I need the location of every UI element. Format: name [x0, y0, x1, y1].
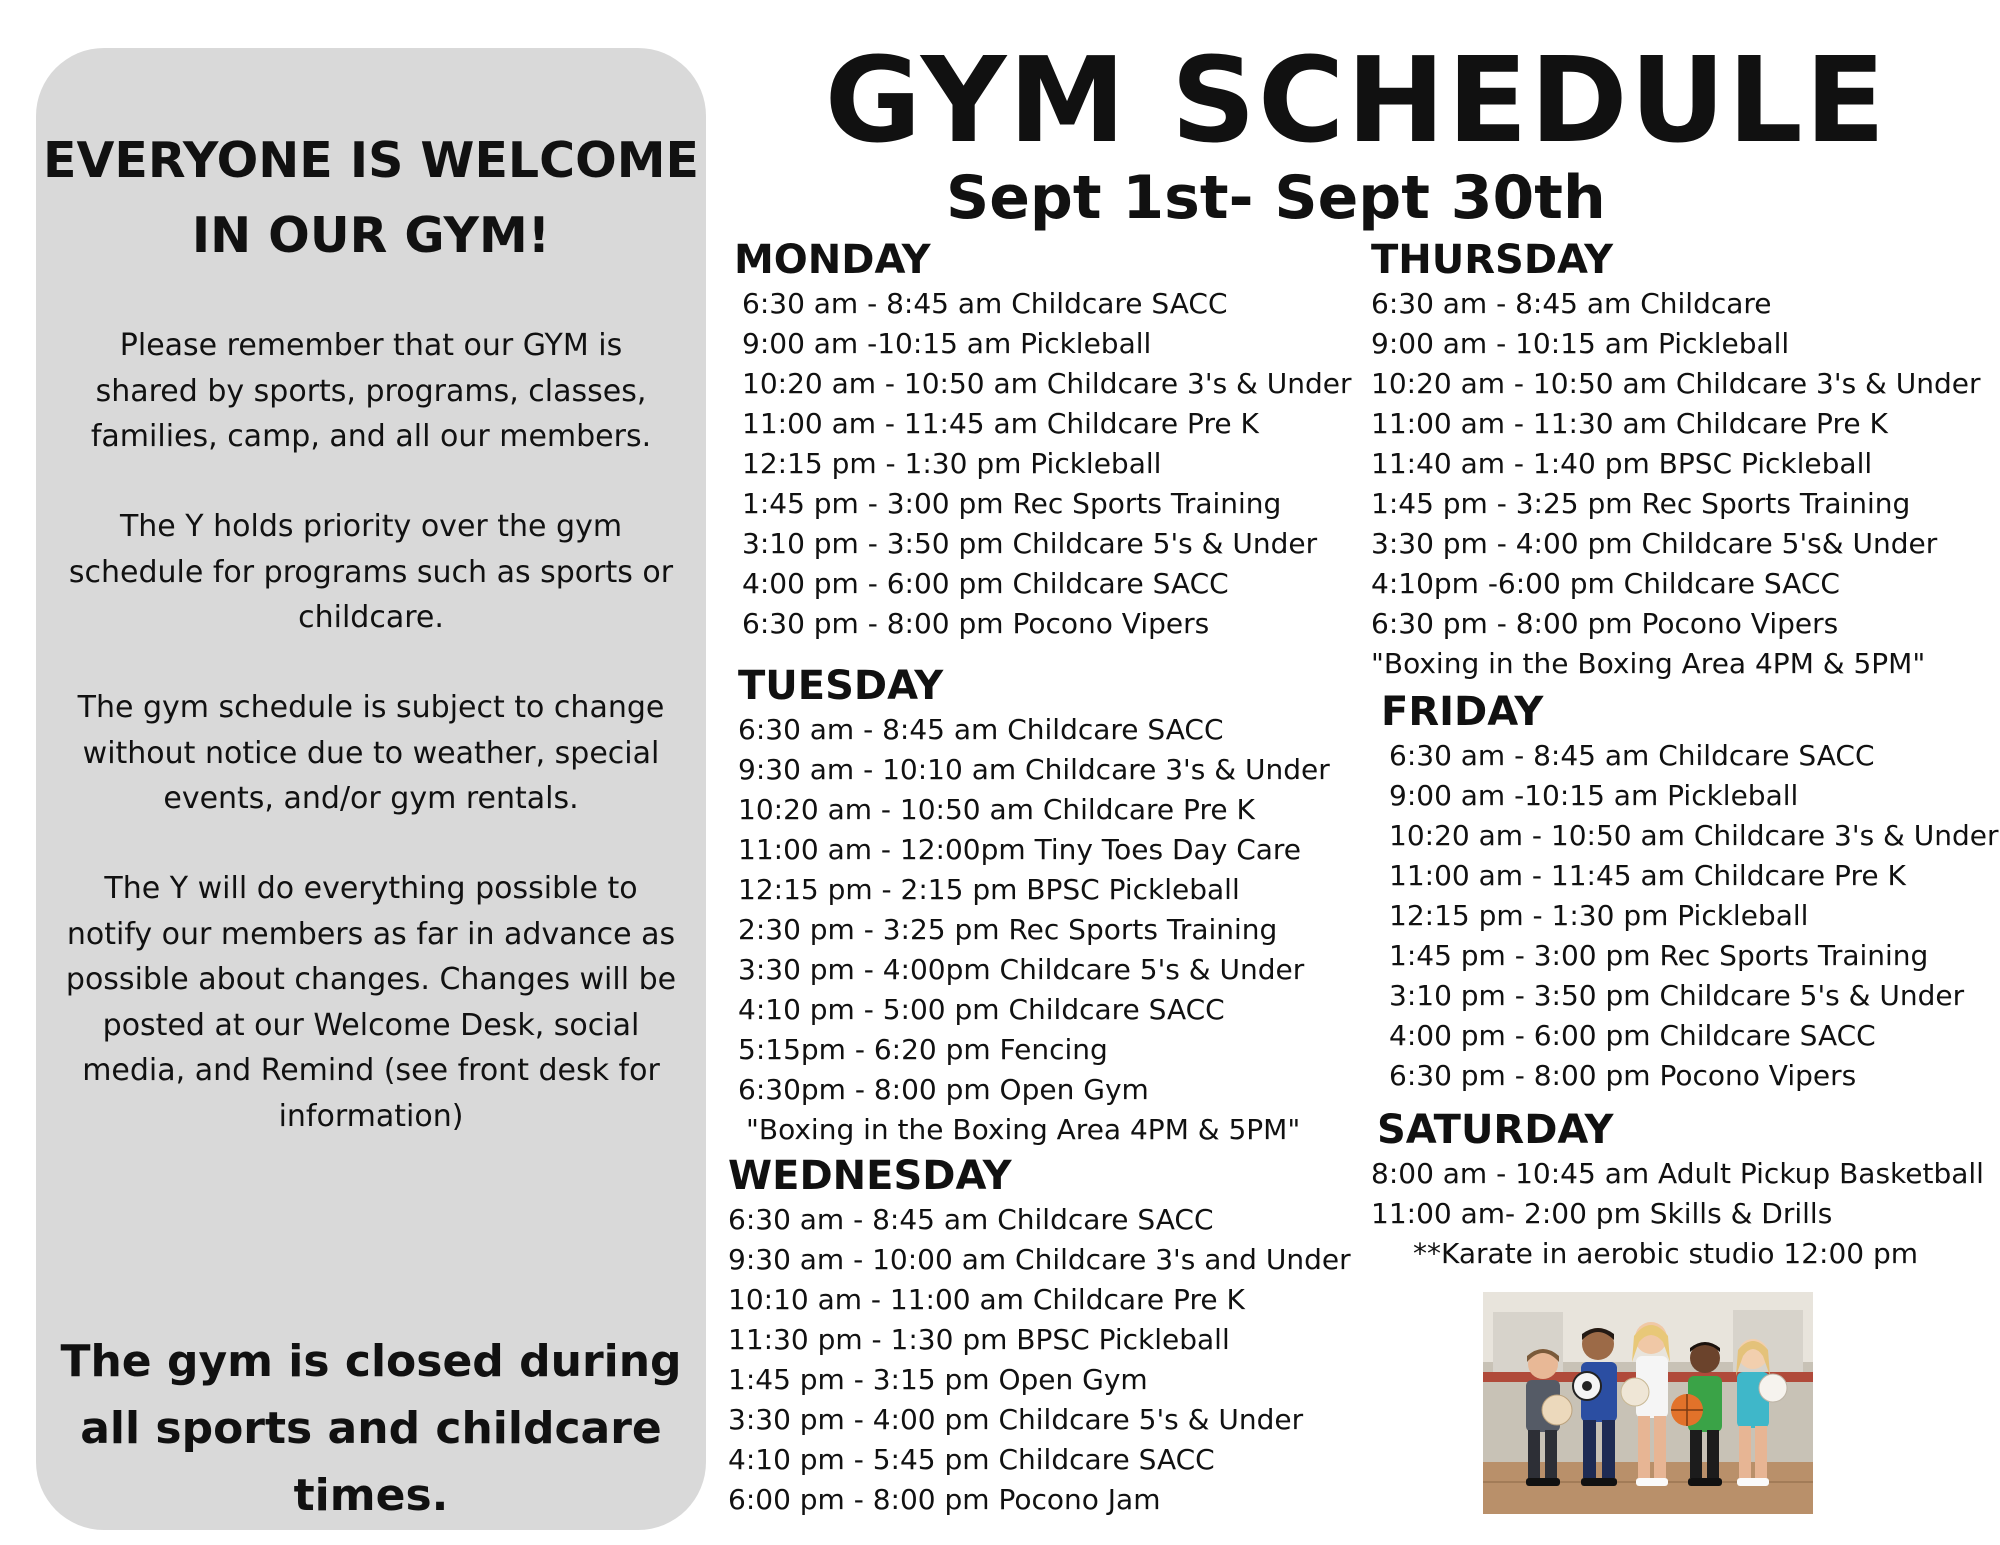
schedule-item: 4:10pm -6:00 pm Childcare SACC — [1371, 567, 1840, 600]
schedule-item: 11:00 am - 11:30 am Childcare Pre K — [1371, 407, 1888, 440]
gym-closed-note: The gym is closed during all sports and childcare times. — [60, 1336, 682, 1521]
schedule-item: 10:20 am - 10:50 am Childcare 3's & Under — [1371, 367, 1981, 400]
day-section-wednesday — [728, 1152, 1351, 1520]
day-heading: FRIDAY — [1381, 689, 1544, 735]
day-heading: SATURDAY — [1377, 1107, 1614, 1153]
schedule-item: 4:10 pm - 5:00 pm Childcare SACC — [738, 993, 1225, 1026]
schedule-item: 12:15 pm - 1:30 pm Pickleball — [742, 447, 1162, 480]
schedule-item: 6:30 am - 8:45 am Childcare — [1371, 287, 1772, 320]
schedule-item: 1:45 pm - 3:15 pm Open Gym — [728, 1363, 1148, 1396]
subject-to-change-paragraph: The gym schedule is subject to change without notice due to weather, special events, and/or gym rentals. — [77, 690, 665, 816]
schedule-item: 6:30 am - 8:45 am Childcare SACC — [742, 287, 1228, 320]
day-section-tuesday — [738, 662, 1330, 1150]
schedule-item: 10:20 am - 10:50 am Childcare 3's & Under — [742, 367, 1352, 400]
schedule-item: 9:00 am -10:15 am Pickleball — [1389, 779, 1799, 812]
schedule-list — [738, 710, 1330, 1110]
date-range: Sept 1st- Sept 30th — [946, 163, 1606, 233]
schedule-list — [728, 1200, 1351, 1520]
notification-paragraph: The Y will do everything possible to notify our members as far in advance as possible about changes. Changes will be posted at our Welcome Desk, social media, and Remind (see front desk for information) — [65, 871, 677, 1134]
day-section-friday — [1381, 688, 1999, 1096]
schedule-item: 3:30 pm - 4:00 pm Childcare 5's & Under — [728, 1403, 1304, 1436]
shared-gym-paragraph: Please remember that our GYM is shared by sports, programs, classes, families, camp, and all our members. — [90, 328, 652, 454]
schedule-item: 6:30 pm - 8:00 pm Pocono Vipers — [1371, 607, 1839, 640]
welcome-panel — [36, 48, 706, 1530]
boxing-note: "Boxing in the Boxing Area 4PM & 5PM" — [1371, 647, 1926, 680]
schedule-item: 6:30 am - 8:45 am Childcare SACC — [738, 713, 1224, 746]
schedule-item: 3:10 pm - 3:50 pm Childcare 5's & Under — [742, 527, 1318, 560]
schedule-item: 11:00 am - 12:00pm Tiny Toes Day Care — [738, 833, 1302, 866]
page-title: GYM SCHEDULE — [824, 31, 1888, 169]
welcome-heading — [36, 123, 706, 273]
welcome-heading-line2: IN OUR GYM! — [191, 207, 551, 264]
schedule-item: 3:30 pm - 4:00pm Childcare 5's & Under — [738, 953, 1305, 986]
schedule-item: 6:30 am - 8:45 am Childcare SACC — [1389, 739, 1875, 772]
schedule-item: 6:30 pm - 8:00 pm Pocono Vipers — [1389, 1059, 1857, 1092]
schedule-list — [742, 284, 1352, 644]
schedule-item: 6:30pm - 8:00 pm Open Gym — [738, 1073, 1149, 1106]
schedule-item: 12:15 pm - 2:15 pm BPSC Pickleball — [738, 873, 1240, 906]
schedule-item: 6:30 pm - 8:00 pm Pocono Vipers — [742, 607, 1210, 640]
schedule-item: 11:30 pm - 1:30 pm BPSC Pickleball — [728, 1323, 1230, 1356]
schedule-item: 4:00 pm - 6:00 pm Childcare SACC — [742, 567, 1229, 600]
kids-with-balls-photo — [1483, 1292, 1813, 1514]
schedule-item: 12:15 pm - 1:30 pm Pickleball — [1389, 899, 1809, 932]
priority-paragraph: The Y holds priority over the gym schedule for programs such as sports or childcare. — [68, 509, 674, 635]
schedule-item: 1:45 pm - 3:00 pm Rec Sports Training — [742, 487, 1282, 520]
day-section-monday — [734, 236, 1352, 644]
day-heading: TUESDAY — [738, 663, 944, 709]
schedule-item: 11:00 am - 11:45 am Childcare Pre K — [742, 407, 1259, 440]
schedule-item: 4:10 pm - 5:45 pm Childcare SACC — [728, 1443, 1215, 1476]
day-heading: MONDAY — [734, 237, 931, 283]
schedule-item: 10:20 am - 10:50 am Childcare 3's & Under — [1389, 819, 1999, 852]
schedule-item: 10:10 am - 11:00 am Childcare Pre K — [728, 1283, 1245, 1316]
schedule-item: 6:30 am - 8:45 am Childcare SACC — [728, 1203, 1214, 1236]
schedule-item: 2:30 pm - 3:25 pm Rec Sports Training — [738, 913, 1278, 946]
schedule-item: 4:00 pm - 6:00 pm Childcare SACC — [1389, 1019, 1876, 1052]
schedule-item: 3:10 pm - 3:50 pm Childcare 5's & Under — [1389, 979, 1965, 1012]
schedule-list — [1371, 284, 1981, 644]
schedule-item: 3:30 pm - 4:00 pm Childcare 5's& Under — [1371, 527, 1938, 560]
schedule-item: 1:45 pm - 3:00 pm Rec Sports Training — [1389, 939, 1929, 972]
day-section-saturday — [1371, 1106, 1984, 1274]
day-heading: THURSDAY — [1371, 237, 1614, 283]
day-heading: WEDNESDAY — [728, 1153, 1012, 1199]
schedule-item: 1:45 pm - 3:25 pm Rec Sports Training — [1371, 487, 1911, 520]
schedule-item: 9:30 am - 10:00 am Childcare 3's and Under — [728, 1243, 1351, 1276]
schedule-item: 11:40 am - 1:40 pm BPSC Pickleball — [1371, 447, 1873, 480]
schedule-item: 9:00 am - 10:15 am Pickleball — [1371, 327, 1790, 360]
schedule-list — [1389, 736, 1999, 1096]
schedule-item: 8:00 am - 10:45 am Adult Pickup Basketball — [1371, 1157, 1984, 1190]
schedule-item: 10:20 am - 10:50 am Childcare Pre K — [738, 793, 1255, 826]
schedule-item: 11:00 am- 2:00 pm Skills & Drills — [1371, 1197, 1833, 1230]
schedule-item: 9:30 am - 10:10 am Childcare 3's & Under — [738, 753, 1330, 786]
boxing-note: "Boxing in the Boxing Area 4PM & 5PM" — [746, 1113, 1301, 1146]
schedule-item: 6:00 pm - 8:00 pm Pocono Jam — [728, 1483, 1161, 1516]
schedule-list — [1371, 1154, 1984, 1234]
welcome-heading-line1: EVERYONE IS WELCOME — [42, 132, 700, 189]
schedule-item: 5:15pm - 6:20 pm Fencing — [738, 1033, 1108, 1066]
schedule-item: 9:00 am -10:15 am Pickleball — [742, 327, 1152, 360]
schedule-item: 11:00 am - 11:45 am Childcare Pre K — [1389, 859, 1906, 892]
day-section-thursday — [1371, 236, 1981, 684]
karate-note: **Karate in aerobic studio 12:00 pm — [1413, 1237, 1919, 1270]
